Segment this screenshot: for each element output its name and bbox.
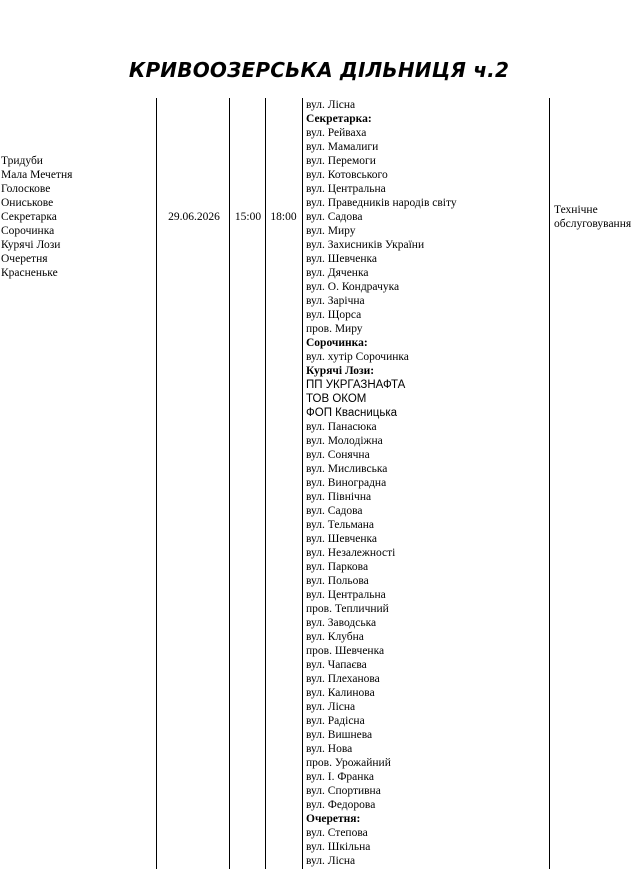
street-name: вул. Шкільна (306, 841, 371, 853)
settlement-name: Ониськове (1, 197, 54, 209)
street-name: вул. Праведників народів світу (306, 197, 457, 209)
street-name: пров. Тепличний (306, 603, 389, 615)
column-divider-5 (549, 98, 550, 869)
street-name: вул. Садова (306, 211, 363, 223)
settlement-name: Голоскове (1, 183, 51, 195)
street-name: пров. Шевченка (306, 645, 385, 657)
street-name: вул. Миру (306, 225, 356, 237)
settlement-name: Красненьке (1, 267, 58, 279)
street-name: вул. Рейваха (306, 127, 367, 139)
street-name: вул. Котовського (306, 169, 388, 181)
settlement-name: Мала Мечетня (1, 169, 73, 181)
street-name: вул. Зарічна (306, 295, 365, 307)
page-title: КРИВООЗЕРСЬКА ДІЛЬНИЦЯ ч.2 (128, 58, 510, 82)
settlement-name: Сорочинка (1, 225, 55, 237)
street-name: вул. Щорса (306, 309, 362, 321)
reason-line: Технічне (554, 204, 598, 216)
street-name: вул. І. Франка (306, 771, 374, 783)
organization-name: ТОВ ОКОМ (306, 393, 367, 405)
street-name: вул. Степова (306, 827, 368, 839)
settlement-header: Сорочинка: (306, 337, 368, 349)
settlement-header: Курячі Лози: (306, 365, 375, 377)
reason-line: обслуговування (554, 218, 632, 230)
street-name: вул. Лісна (306, 855, 356, 867)
street-name: вул. Заводська (306, 617, 377, 629)
settlements-cell (1, 154, 151, 280)
street-name: вул. Виноградна (306, 477, 387, 489)
outage-reason (554, 203, 638, 231)
street-name: вул. Вишнева (306, 729, 373, 741)
street-name: вул. Паркова (306, 561, 369, 573)
street-name: вул. Мисливська (306, 463, 388, 475)
street-name: вул. О. Кондрачука (306, 281, 400, 293)
street-name: вул. Тельмана (306, 519, 375, 531)
street-name: вул. Північна (306, 491, 372, 503)
street-name: вул. Лісна (306, 99, 356, 111)
settlement-header: Очеретня: (306, 813, 361, 825)
street-name: пров. Миру (306, 323, 363, 335)
street-name: вул. хутір Сорочинка (306, 351, 409, 363)
street-name: вул. Шевченка (306, 253, 378, 265)
street-name: вул. Нова (306, 743, 353, 755)
settlement-header: Секретарка: (306, 113, 372, 125)
street-name: вул. Дяченка (306, 267, 369, 279)
street-name: пров. Урожайний (306, 757, 391, 769)
outage-date: 29.06.2026 (168, 211, 220, 223)
settlement-name: Тридуби (1, 155, 43, 167)
street-name: вул. Шевченка (306, 533, 378, 545)
street-name: вул. Лісна (306, 701, 356, 713)
organization-name: ПП УКРГАЗНАФТА (306, 379, 406, 391)
street-name: вул. Федорова (306, 799, 376, 811)
street-name: вул. Плеханова (306, 673, 380, 685)
street-name: вул. Спортивна (306, 785, 381, 797)
street-name: вул. Незалежності (306, 547, 396, 559)
street-name: вул. Садова (306, 505, 363, 517)
streets-cell (306, 98, 546, 868)
street-name: вул. Сонячна (306, 449, 370, 461)
settlement-name: Секретарка (1, 211, 57, 223)
street-name: вул. Центральна (306, 183, 386, 195)
street-name: вул. Чапаєва (306, 659, 367, 671)
settlement-name: Курячі Лози (1, 239, 61, 251)
outage-start-time: 15:00 (234, 211, 262, 223)
street-name: вул. Мамалиги (306, 141, 379, 153)
street-name: вул. Центральна (306, 589, 386, 601)
column-divider-1 (156, 98, 157, 869)
street-name: вул. Калинова (306, 687, 375, 699)
settlement-name: Очеретня (1, 253, 48, 265)
street-name: вул. Захисників України (306, 239, 425, 251)
street-name: вул. Молодіжна (306, 435, 383, 447)
organization-name: ФОП Квасницька (306, 407, 398, 419)
street-name: вул. Перемоги (306, 155, 376, 167)
outage-end-time: 18:00 (270, 211, 297, 223)
street-name: вул. Польова (306, 575, 369, 587)
street-name: вул. Радісна (306, 715, 365, 727)
street-name: вул. Панасюка (306, 421, 377, 433)
column-divider-4 (302, 98, 303, 869)
street-name: вул. Клубна (306, 631, 364, 643)
